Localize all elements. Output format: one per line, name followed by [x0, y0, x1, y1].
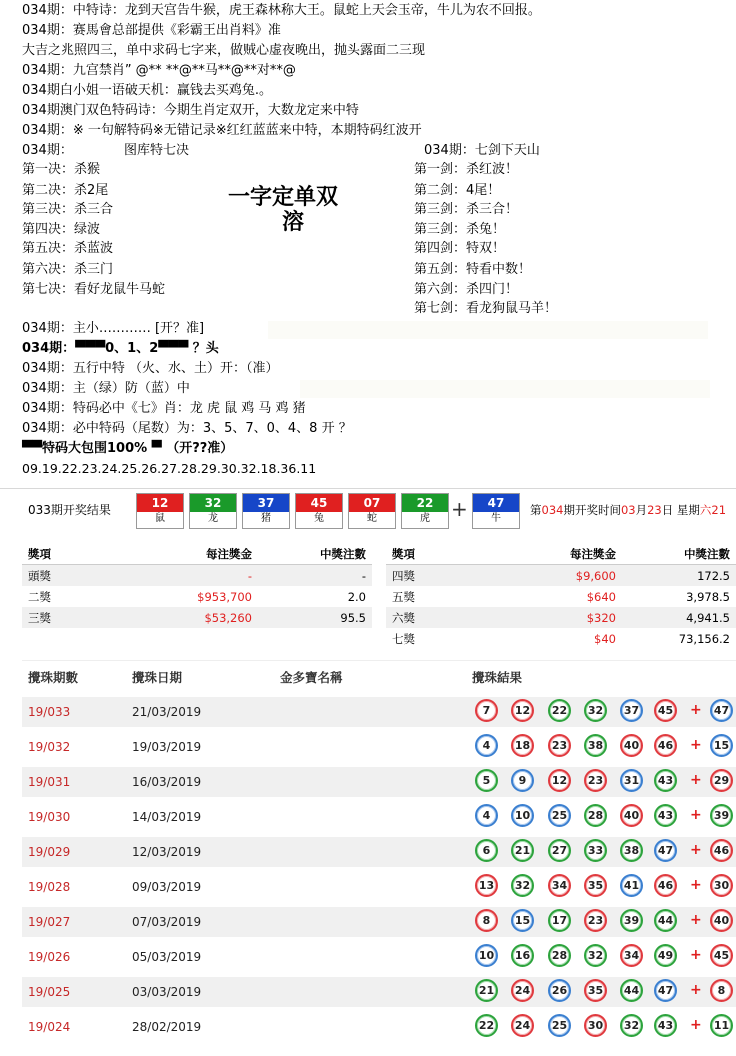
number-ball: 21	[511, 839, 534, 862]
result-special-ball	[472, 493, 520, 529]
result-ball-number: 45	[296, 494, 342, 512]
center-big-line-2: 溶	[282, 209, 305, 235]
prize-count: 172.5	[622, 565, 736, 587]
plus-sign: +	[690, 772, 702, 788]
right-item-1: 第一剑：杀红波！	[414, 162, 519, 177]
highlight-strip	[300, 380, 710, 398]
right-item-7: 第六剑：杀四门！	[414, 282, 519, 297]
prize-count: 4,941.5	[622, 607, 736, 628]
history-header-name: 金多寶名稱	[280, 670, 343, 685]
history-row	[22, 977, 736, 1007]
number-ball: 10	[511, 804, 534, 827]
middle-line-7: ▀▀特码大包围100% ▀ （开??准）	[22, 441, 234, 456]
prize-count: 2.0	[347, 589, 366, 604]
header-line-1: 034期：中特诗：龙到天宫告牛猴，虎王森林称大王。鼠蛇上天会玉帝，牛儿为农不回报。	[22, 3, 541, 18]
middle-line-5: 034期：特码必中《七》肖：龙 虎 鼠 鸡 马 鸡 猪	[22, 401, 306, 416]
left-item-1: 第一决：杀猴	[22, 162, 101, 177]
result-ball-6	[401, 493, 449, 529]
history-header-period: 攪珠期數	[28, 670, 79, 685]
left-item-6: 第六决：杀三门	[22, 262, 114, 277]
prize-header: 每注獎金	[490, 543, 622, 565]
prize-count: 3,978.5	[686, 589, 730, 604]
right-item-3: 第三剑：杀三合！	[414, 202, 519, 217]
draw-period-link[interactable]: 19/030	[28, 810, 71, 824]
number-ball: 34	[548, 874, 571, 897]
draw-date: 19/03/2019	[132, 740, 202, 754]
draw-period-link[interactable]: 19/033	[28, 705, 71, 719]
number-ball: 38	[620, 839, 643, 862]
number-ball: 32	[620, 1014, 643, 1037]
prize-row	[22, 607, 372, 628]
special-number-ball: 47	[710, 699, 733, 722]
prize-table-left	[22, 543, 372, 628]
number-ball: 12	[511, 699, 534, 722]
number-ball: 44	[620, 979, 643, 1002]
number-ball: 28	[584, 804, 607, 827]
number-ball: 10	[475, 944, 498, 967]
number-ball: 34	[620, 944, 643, 967]
result-ball-zodiac: 鼠	[155, 513, 165, 524]
prize-row	[22, 565, 372, 587]
number-ball: 41	[620, 874, 643, 897]
number-ball: 22	[548, 699, 571, 722]
draw-date: 09/03/2019	[132, 880, 202, 894]
number-ball: 4	[475, 804, 498, 827]
number-ball: 30	[584, 1014, 607, 1037]
prize-row	[386, 607, 736, 628]
prize-header: 獎項	[22, 543, 126, 565]
number-ball: 5	[475, 769, 498, 792]
number-ball: 47	[654, 839, 677, 862]
result-ball-number: 32	[190, 494, 236, 512]
result-ball-number: 47	[473, 494, 519, 512]
result-ball-zodiac: 猪	[261, 513, 271, 524]
left-item-5: 第五决：杀蓝波	[22, 241, 114, 256]
left-block-title: 图库特七决	[124, 143, 190, 158]
draw-date: 07/03/2019	[132, 915, 202, 929]
divider	[0, 488, 736, 489]
result-ball-number: 12	[137, 494, 183, 512]
number-ball: 27	[548, 839, 571, 862]
draw-period-link[interactable]: 19/026	[28, 950, 71, 964]
draw-date: 16/03/2019	[132, 775, 202, 789]
next-draw-info: 第034期开奖时间03月23日 星期六21	[530, 503, 727, 517]
number-ball: 40	[620, 734, 643, 757]
number-ball: 32	[584, 699, 607, 722]
header-line-5: 034期白小姐一语破天机：赢钱去买鸡兔.。	[22, 83, 272, 98]
number-ball: 12	[548, 769, 571, 792]
plus-sign: +	[690, 807, 702, 823]
middle-line-2: 034期：▀▀▀0、1、2▀▀▀ ？头	[22, 341, 219, 356]
number-ball: 23	[584, 909, 607, 932]
prize-name: 頭獎	[22, 565, 126, 587]
number-ball: 45	[654, 699, 677, 722]
number-ball: 32	[511, 874, 534, 897]
result-label: 033期开奖结果	[28, 503, 111, 517]
number-ball: 43	[654, 1014, 677, 1037]
result-ball-3	[242, 493, 290, 529]
prize-name: 七獎	[392, 631, 415, 646]
history-row	[22, 872, 736, 902]
number-ball: 38	[584, 734, 607, 757]
draw-date: 03/03/2019	[132, 985, 202, 999]
left-item-7: 第七决：看好龙鼠牛马蛇	[22, 282, 166, 297]
prize-amount: $40	[594, 631, 616, 646]
history-row	[22, 697, 736, 727]
draw-date: 12/03/2019	[132, 845, 202, 859]
history-row	[22, 732, 736, 762]
number-ball: 32	[584, 944, 607, 967]
plus-sign: +	[690, 737, 702, 753]
middle-line-8: 09.19.22.23.24.25.26.27.28.29.30.32.18.36.11	[22, 461, 317, 476]
prize-count: -	[258, 565, 372, 587]
plus-sign: +	[690, 912, 702, 928]
number-ball: 15	[511, 909, 534, 932]
number-ball: 28	[548, 944, 571, 967]
plus-sign: +	[690, 842, 702, 858]
history-header-date: 攪珠日期	[132, 670, 183, 685]
plus-sign: +	[451, 497, 468, 521]
draw-period-link[interactable]: 19/027	[28, 915, 71, 929]
number-ball: 4	[475, 734, 498, 757]
header-line-3: 大吉之兆照四三，单中求码七字来，做贼心虚夜晚出，抛头露面二三现	[22, 43, 426, 58]
left-item-2: 第二决：杀2尾	[22, 183, 109, 198]
special-number-ball: 15	[710, 734, 733, 757]
number-ball: 35	[584, 874, 607, 897]
number-ball: 40	[620, 804, 643, 827]
result-ball-zodiac: 虎	[420, 513, 430, 524]
draw-period-link[interactable]: 19/032	[28, 740, 71, 754]
prize-count: 73,156.2	[678, 631, 730, 646]
plus-sign: +	[690, 1017, 702, 1033]
number-ball: 6	[475, 839, 498, 862]
center-big-line-1: 一字定单双	[228, 184, 339, 210]
number-ball: 49	[654, 944, 677, 967]
draw-period-link[interactable]: 19/024	[28, 1020, 71, 1034]
right-item-2: 第二剑：4尾！	[414, 183, 501, 198]
middle-line-4: 034期：主（绿）防（蓝）中	[22, 381, 190, 396]
number-ball: 21	[475, 979, 498, 1002]
prize-row	[386, 565, 736, 587]
special-number-ball: 45	[710, 944, 733, 967]
prize-amount: $953,700	[197, 589, 252, 604]
number-ball: 24	[511, 1014, 534, 1037]
special-number-ball: 29	[710, 769, 733, 792]
special-number-ball: 11	[710, 1014, 733, 1037]
prize-row	[386, 628, 736, 649]
number-ball: 25	[548, 1014, 571, 1037]
number-ball: 46	[654, 874, 677, 897]
middle-line-1: 034期：主小………… [开？准]	[22, 321, 205, 336]
draw-period-link[interactable]: 19/028	[28, 880, 71, 894]
header-line-4: 034期：九宫禁肖” @** **@**马**@**对**@	[22, 63, 296, 78]
prize-table-right	[386, 543, 736, 649]
right-item-6: 第五剑：特看中数！	[414, 262, 532, 277]
number-ball: 8	[475, 909, 498, 932]
result-ball-number: 37	[243, 494, 289, 512]
prize-name: 三獎	[22, 607, 126, 628]
prize-header: 中獎注數	[258, 543, 372, 565]
result-ball-zodiac: 龙	[208, 513, 218, 524]
prize-count: 95.5	[258, 607, 372, 628]
history-row	[22, 802, 736, 832]
special-number-ball: 40	[710, 909, 733, 932]
number-ball: 17	[548, 909, 571, 932]
prize-name: 四獎	[386, 565, 490, 587]
number-ball: 39	[620, 909, 643, 932]
number-ball: 44	[654, 909, 677, 932]
number-ball: 25	[548, 804, 571, 827]
draw-period-link[interactable]: 19/029	[28, 845, 71, 859]
plus-sign: +	[690, 702, 702, 718]
draw-date: 28/02/2019	[132, 1020, 202, 1034]
result-ball-number: 07	[349, 494, 395, 512]
prize-header: 獎項	[386, 543, 490, 565]
prize-header: 每注獎金	[126, 543, 258, 565]
number-ball: 43	[654, 769, 677, 792]
prize-name: 六獎	[386, 607, 490, 628]
number-ball: 35	[584, 979, 607, 1002]
number-ball: 24	[511, 979, 534, 1002]
number-ball: 43	[654, 804, 677, 827]
number-ball: 23	[548, 734, 571, 757]
result-ball-2	[189, 493, 237, 529]
prize-amount: -	[126, 565, 258, 587]
plus-sign: +	[690, 877, 702, 893]
history-row	[22, 907, 736, 937]
prize-row	[386, 586, 736, 607]
plus-sign: +	[690, 947, 702, 963]
plus-sign: +	[690, 982, 702, 998]
left-item-4: 第四决：绿波	[22, 222, 101, 237]
number-ball: 26	[548, 979, 571, 1002]
right-item-4: 第三剑：杀兔！	[414, 222, 506, 237]
number-ball: 47	[654, 979, 677, 1002]
middle-line-6: 034期：必中特码（尾数）为：3、5、7、0、4、8 开 ？	[22, 421, 352, 436]
prize-amount: $9,600	[490, 565, 622, 587]
prize-name: 五獎	[392, 589, 415, 604]
number-ball: 7	[475, 699, 498, 722]
header-line-2: 034期：赛馬會总部提供《彩霸王出肖料》准	[22, 23, 281, 38]
special-number-ball: 39	[710, 804, 733, 827]
number-ball: 46	[654, 734, 677, 757]
draw-date: 05/03/2019	[132, 950, 202, 964]
number-ball: 23	[584, 769, 607, 792]
history-header-result: 攪珠結果	[472, 670, 523, 685]
history-row	[22, 1012, 736, 1042]
number-ball: 16	[511, 944, 534, 967]
header-line-6: 034期澳门双色特码诗：今期生肖定双开，大数龙定来中特	[22, 103, 359, 118]
number-ball: 13	[475, 874, 498, 897]
draw-period-link[interactable]: 19/025	[28, 985, 71, 999]
prize-amount: $320	[490, 607, 622, 628]
result-ball-5	[348, 493, 396, 529]
right-item-8: 第七剑：看龙狗鼠马羊！	[414, 301, 558, 316]
right-block-heading: 034期：七剑下天山	[424, 143, 540, 158]
result-ball-4	[295, 493, 343, 529]
prize-row	[22, 586, 372, 607]
result-ball-number: 22	[402, 494, 448, 512]
result-ball-zodiac: 蛇	[367, 513, 377, 524]
special-number-ball: 46	[710, 839, 733, 862]
result-ball-zodiac: 兔	[314, 513, 324, 524]
draw-date: 14/03/2019	[132, 810, 202, 824]
special-number-ball: 8	[710, 979, 733, 1002]
draw-period-link[interactable]: 19/031	[28, 775, 71, 789]
divider	[22, 660, 736, 661]
left-item-3: 第三决：杀三合	[22, 202, 114, 217]
result-ball-zodiac: 牛	[491, 513, 501, 524]
history-row	[22, 837, 736, 867]
number-ball: 33	[584, 839, 607, 862]
result-ball-1	[136, 493, 184, 529]
draw-date: 21/03/2019	[132, 705, 202, 719]
number-ball: 22	[475, 1014, 498, 1037]
highlight-strip	[268, 321, 708, 339]
number-ball: 18	[511, 734, 534, 757]
history-row	[22, 942, 736, 972]
special-number-ball: 30	[710, 874, 733, 897]
prize-amount: $53,260	[126, 607, 258, 628]
number-ball: 31	[620, 769, 643, 792]
prize-header: 中獎注數	[622, 543, 736, 565]
left-block-heading: 034期：	[22, 143, 73, 158]
header-line-7: 034期：※ 一句解特码※无错记录※红红蓝蓝来中特，本期特码红波开	[22, 123, 422, 138]
prize-name: 二獎	[28, 589, 51, 604]
history-row	[22, 767, 736, 797]
number-ball: 37	[620, 699, 643, 722]
prize-amount: $640	[586, 589, 616, 604]
middle-line-3: 034期：五行中特 （火、水、土）开：（准）	[22, 361, 279, 376]
right-item-5: 第四剑：特双！	[414, 241, 506, 256]
number-ball: 9	[511, 769, 534, 792]
